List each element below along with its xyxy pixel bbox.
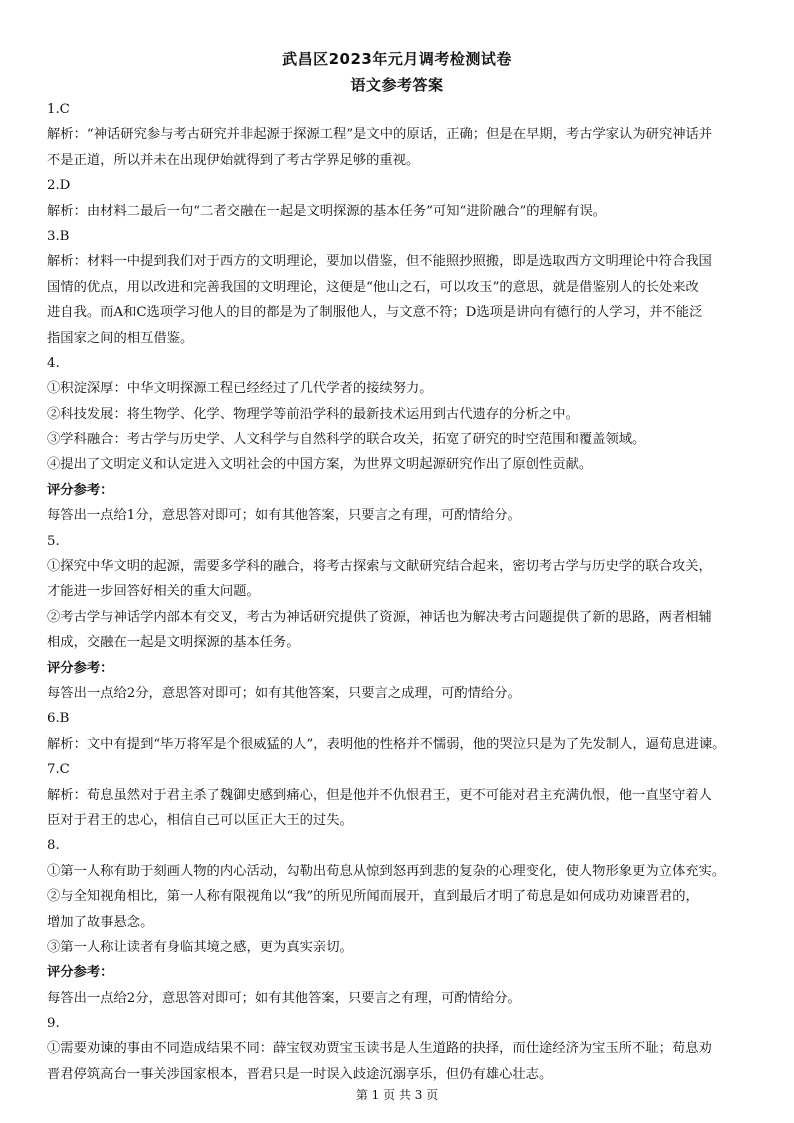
question-number: 5. bbox=[47, 533, 60, 549]
analysis-line: 进自我。而A和C选项学习他人的目的都是为了制服他人，与文意不符；D选项是讲向有德行的人学习，并不能泛 bbox=[47, 305, 703, 321]
analysis-line: 国情的优点，用以改进和完善我国的文明理论，这便是“他山之石，可以攻玉”的意思，就是借鉴别人的长处来改 bbox=[47, 279, 699, 295]
question-number: 9. bbox=[47, 1016, 60, 1032]
analysis-line: 不是正道，所以并未在出现伊始就得到了考古学界足够的重视。 bbox=[47, 152, 420, 168]
analysis-line: 解析：“神话研究参与考古研究并非起源于探源工程”是文中的原话，正确；但是在早期，考古学家认为研究神话并 bbox=[47, 127, 713, 143]
scoring-text: 每答出一点给1分，意思答对即可；如有其他答案，只要言之有理，可酌情给分。 bbox=[47, 508, 521, 524]
analysis-line: 解析：材料一中提到我们对于西方的文明理论，要加以借鉴，但不能照抄照搬，即是选取西方文明理论中符合我国 bbox=[47, 254, 712, 270]
question-number: 1.C bbox=[47, 102, 70, 117]
scoring-heading: 评分参考： bbox=[47, 965, 114, 981]
answer-point: ②考古学与神话学内部本有交叉，考古为神话研究提供了资源，神话也为解决考古问题提供了新的思路，两者相辅 bbox=[47, 609, 712, 625]
answer-body bbox=[47, 97, 752, 1087]
answer-point: 增加了故事悬念。 bbox=[47, 914, 154, 930]
question-number: 6.B bbox=[47, 711, 70, 727]
answer-point: ①探究中华文明的起源，需要多学科的融合，将考古探索与文献研究结合起来，密切考古学与历史学的联合攻关， bbox=[47, 559, 712, 575]
question-number: 8. bbox=[47, 838, 60, 854]
answer-point: ③学科融合：考古学与历史学、人文科学与自然科学的联合攻关，拓宽了研究的时空范围和覆盖领域。 bbox=[47, 432, 646, 448]
question-number: 3.B bbox=[47, 228, 70, 244]
answer-point: ②科技发展：将生物学、化学、物理学等前沿学科的最新技术运用到古代遗存的分析之中。 bbox=[47, 406, 579, 422]
document-subtitle: 语文参考答案 bbox=[350, 76, 444, 94]
document-title: 武昌区2023年元月调考检测试卷 bbox=[282, 50, 512, 68]
answer-point: ①第一人称有助于刻画人物的内心活动，勾勒出荀息从惊到怒再到悲的复杂的心理变化，使人物形象更为立体充实。 bbox=[47, 863, 726, 879]
answer-point: ①需要劝谏的事由不同造成结果不同：薛宝钗劝贾宝玉读书是人生道路的抉择，而仕途经济为宝玉所不耻；荀息劝 bbox=[47, 1041, 712, 1057]
answer-point: 相成，交融在一起是文明探源的基本任务。 bbox=[47, 635, 300, 651]
answer-point: ④提出了文明定义和认定进入文明社会的中国方案，为世界文明起源研究作出了原创性贡献。 bbox=[47, 457, 593, 473]
answer-point: ①积淀深厚：中华文明探源工程已经经过了几代学者的接续努力。 bbox=[47, 381, 433, 397]
scoring-text: 每答出一点给2分，意思答对即可；如有其他答案，只要言之成理，可酌情给分。 bbox=[47, 685, 521, 701]
analysis-line: 解析：由材料二最后一句“二者交融在一起是文明探源的基本任务”可知“进阶融合”的理解有误。 bbox=[47, 203, 607, 219]
question-number: 4. bbox=[47, 355, 60, 371]
analysis-line: 解析：荀息虽然对于君主杀了魏御史感到痛心，但是他并不仇恨君王，更不可能对君主充满仇恨，他一直坚守着人 bbox=[47, 787, 712, 803]
answer-point: ③第一人称让读者有身临其境之感，更为真实亲切。 bbox=[47, 939, 353, 955]
question-number: 7.C bbox=[47, 762, 70, 778]
answer-point: ②与全知视角相比，第一人称有限视角以“我”的所见所闻而展开，直到最后才明了荀息是如何成功劝谏晋君的， bbox=[47, 889, 699, 905]
page-number: 第 1 页 共 3 页 bbox=[355, 1088, 439, 1102]
answer-point: 晋君停筑高台一事关涉国家根本，晋君只是一时误入歧途沉溺享乐，但仍有雄心壮志。 bbox=[47, 1066, 553, 1082]
analysis-line: 臣对于君王的忠心，相信自己可以匡正大王的过失。 bbox=[47, 812, 353, 828]
question-number: 2.D bbox=[47, 178, 71, 194]
analysis-line: 指国家之间的相互借鉴。 bbox=[47, 330, 194, 346]
scoring-heading: 评分参考： bbox=[47, 660, 114, 676]
answer-point: 才能进一步回答好相关的重大问题。 bbox=[47, 584, 260, 600]
scoring-heading: 评分参考： bbox=[47, 482, 114, 498]
analysis-line: 解析：文中有提到“毕万将军是个很威猛的人”，表明他的性格并不懦弱，他的哭泣只是为了先发制人，逼荀息进谏。 bbox=[47, 736, 726, 752]
scoring-text: 每答出一点给2分，意思答对即可；如有其他答案，只要言之有理，可酌情给分。 bbox=[47, 990, 521, 1006]
